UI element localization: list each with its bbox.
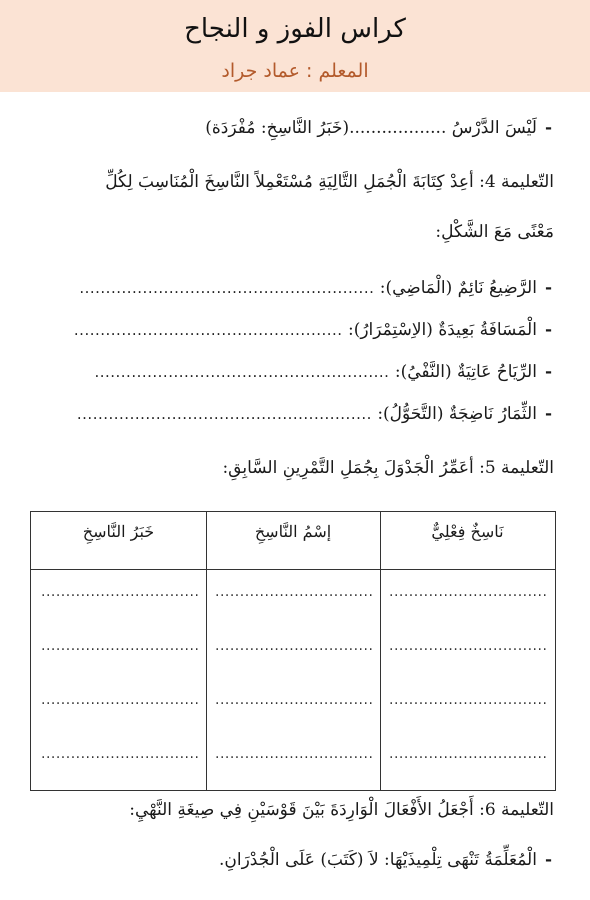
answer-dots[interactable]: ................................................... bbox=[73, 321, 343, 339]
table-cell[interactable]: ................................ bbox=[41, 746, 200, 762]
sentence-3: -الرِّيَاحُ عَاتِيَةٌ (النَّفْيُ): ........................................................ bbox=[94, 362, 552, 382]
last-sentence-text: الْمُعَلِّمَةُ تَنْهَى تِلْمِيذَيْهَا: لاَ (كَتَبَ) عَلَى الْجُدْرَانِ. bbox=[218, 850, 537, 870]
table-header-khabar-nasikh: خَبَرُ النَّاسِخِ bbox=[82, 522, 155, 541]
laysa-text: لَيْسَ الدَّرْسُ ..................(خَبَرُ النَّاسِخِ: مُفْرَدَة) bbox=[205, 118, 537, 138]
laysa-line: -لَيْسَ الدَّرْسُ ..................(خَبَرُ النَّاسِخِ: مُفْرَدَة) bbox=[205, 118, 552, 138]
table-cell[interactable]: ................................ bbox=[41, 638, 200, 654]
sentence-1-text: الرَّضِيعُ نَائِمٌ (الْمَاضِي): bbox=[379, 278, 537, 298]
answer-table bbox=[30, 511, 556, 791]
instruction-4-line-1: التّعليمة 4: أعِدْ كِتَابَةَ الْجُمَلِ التَّالِيَةِ مُسْتَعْمِلاً النَّاسِخَ الْمُنَاسِبَ لِكُلِّ bbox=[105, 172, 554, 192]
answer-dots[interactable]: ........................................................ bbox=[79, 279, 375, 297]
table-cell[interactable]: ................................ bbox=[215, 638, 374, 654]
page-title: كراس الفوز و النجاح bbox=[184, 14, 406, 44]
sentence-4-text: الثِّمَارُ نَاضِجَةٌ (التَّحَوُّلُ): bbox=[377, 404, 537, 424]
table-cell[interactable]: ................................ bbox=[389, 692, 548, 708]
instruction-5: التّعليمة 5: أعَمِّرُ الْجَدْوَلَ بِجُمَلِ التَّمْرِينِ السَّابِقِ: bbox=[222, 458, 554, 478]
table-cell[interactable]: ................................ bbox=[389, 638, 548, 654]
teacher-name: المعلم : عماد جراد bbox=[221, 60, 369, 82]
header-banner bbox=[0, 0, 590, 92]
table-cell[interactable]: ................................ bbox=[215, 746, 374, 762]
table-cell[interactable]: ................................ bbox=[215, 692, 374, 708]
table-cell[interactable]: ................................ bbox=[41, 692, 200, 708]
table-cell[interactable]: ................................ bbox=[389, 746, 548, 762]
table-divider bbox=[380, 512, 381, 790]
table-cell[interactable]: ................................ bbox=[41, 584, 200, 600]
table-header-ism-nasikh: إسْمُ النَّاسِخِ bbox=[254, 522, 332, 541]
sentence-3-text: الرِّيَاحُ عَاتِيَةٌ (النَّفْيُ): bbox=[394, 362, 537, 382]
sentence-4: -الثِّمَارُ نَاضِجَةٌ (التَّحَوُّلُ): ........................................................ bbox=[76, 404, 552, 424]
sentence-2: -الْمَسَافَةُ بَعِيدَةٌ (الاِسْتِمْرَارُ): ................................................... bbox=[73, 320, 552, 340]
sentence-1: -الرَّضِيعُ نَائِمٌ (الْمَاضِي): ........................................................ bbox=[79, 278, 552, 298]
instruction-4-line-2: مَعْنًى مَعَ الشَّكْلِ: bbox=[435, 222, 554, 242]
table-divider bbox=[206, 512, 207, 790]
table-cell[interactable]: ................................ bbox=[215, 584, 374, 600]
table-header-divider bbox=[31, 569, 555, 570]
sentence-2-text: الْمَسَافَةُ بَعِيدَةٌ (الاِسْتِمْرَارُ): bbox=[347, 320, 537, 340]
answer-dots[interactable]: ........................................................ bbox=[76, 405, 372, 423]
table-cell[interactable]: ................................ bbox=[389, 584, 548, 600]
answer-dots[interactable]: ........................................................ bbox=[94, 363, 390, 381]
last-sentence: -الْمُعَلِّمَةُ تَنْهَى تِلْمِيذَيْهَا: لاَ (كَتَبَ) عَلَى الْجُدْرَانِ. bbox=[218, 850, 552, 870]
table-header-nasikh-fili: نَاسِخٌ فِعْلِيٌّ bbox=[431, 522, 504, 541]
instruction-6: التّعليمة 6: أَجْعَلُ الأَفْعَالَ الْوَارِدَةَ بَيْنَ قَوْسَيْنِ فِي صِيغَةِ النَّهْيِ: bbox=[129, 800, 554, 820]
